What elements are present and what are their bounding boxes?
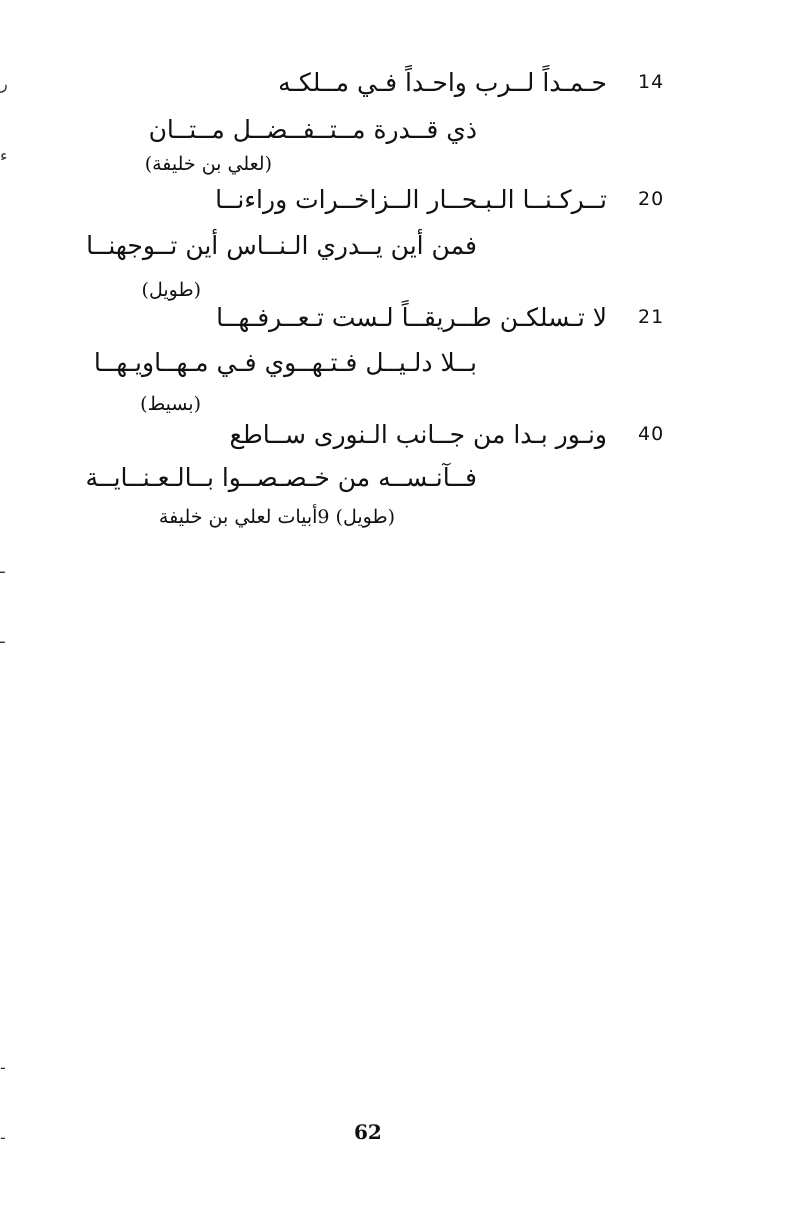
edge-mark: - [0, 1058, 6, 1077]
edge-mark: ـ [0, 558, 5, 577]
verse-second-hemistich: ذي قــدرة مــتــفــضــل مــتــان [148, 115, 477, 144]
verse-first-hemistich: ونـور بـدا من جــانب الـنورى ســاطع [229, 420, 607, 449]
edge-mark: ـ [0, 628, 5, 647]
verse-number: 40 [638, 423, 665, 445]
verse-first-hemistich: تــركـنــا الـبـحــار الــزاخــرات وراءنــا [215, 185, 607, 214]
verse-second-hemistich: فــآنـســه من خـصـصــوا بــالـعـنــايــة [85, 463, 477, 492]
verse-number: 20 [638, 188, 665, 210]
edge-mark: ء [0, 146, 8, 165]
edge-mark: ر [0, 74, 8, 93]
verse-meter-note: (لعلي بن خليفة) [144, 153, 272, 175]
verse-number: 21 [638, 306, 665, 328]
verse-meter-note: (طويل) 9أبيات لعلي بن خليفة [158, 506, 395, 528]
verse-meter-note: (بسيط) [140, 393, 201, 415]
verse-second-hemistich: فمن أين يــدري الـنــاس أين تــوجهنــا [86, 231, 477, 260]
verse-first-hemistich: لا تـسلكـن طــريقــاً لـست تـعــرفـهــا [216, 303, 607, 332]
verse-second-hemistich: بــلا دلـيــل فـتـهــوي فـي مـهــاويـهــا [93, 348, 477, 377]
edge-mark: - [0, 1128, 6, 1147]
verse-number: 14 [638, 71, 665, 93]
verse-meter-note: (طويل) [141, 279, 201, 301]
verse-first-hemistich: حـمـداً لــرب واحـداً فـي مــلكـه [278, 68, 607, 97]
page-number: 62 [354, 1120, 382, 1144]
